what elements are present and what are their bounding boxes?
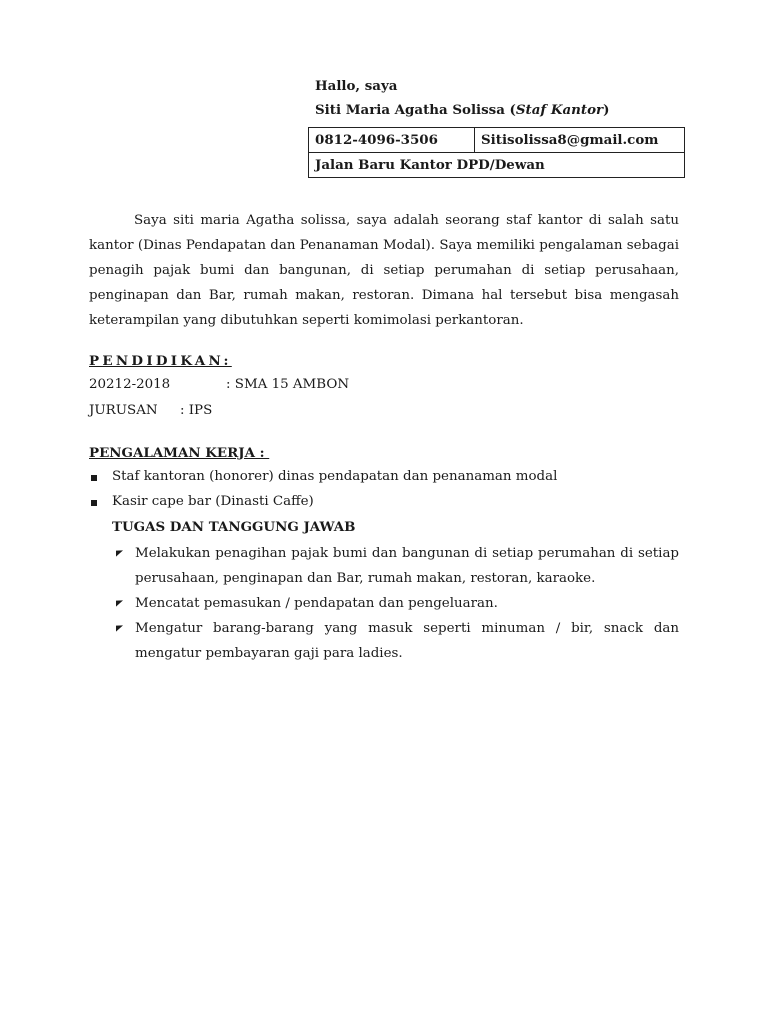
experience-item: Kasir cape bar (Dinasti Caffe)	[112, 494, 314, 509]
address-row	[309, 153, 685, 178]
duty-item: Mengatur barang-barang yang masuk seperti minuman / bir, snack dan mengatur pembayaran gaji para ladies.	[135, 621, 679, 661]
intro-paragraph: Saya siti maria Agatha solissa, saya adalah seorang staf kantor di salah satu kantor (Dinas Pendapatan dan Penanaman Modal). Saya memiliki pengalaman sebagai penagih pajak bumi dan bangunan, di setiap perumahan di setiap perusahaan, penginapan dan Bar, rumah makan, restoran. Dimana hal tersebut bisa mengasah keterampilan yang dibutuhkan seperti komimolasi perkantoran.	[89, 213, 679, 328]
name-line	[315, 102, 609, 118]
open-paren: (	[504, 102, 516, 118]
education-year: 20212-2018	[89, 377, 171, 392]
education-title: PENDIDIKAN:	[89, 353, 232, 369]
duty-item: Mencatat pemasukan / pendapatan dan pengeluaran.	[135, 596, 498, 611]
job-role: Staf Kantor	[515, 102, 604, 118]
experience-title: PENGALAMAN KERJA :	[89, 445, 270, 461]
duty-item: Melakukan penagihan pajak bumi dan bangunan di setiap perumahan di setiap perusahaan, penginapan dan Bar, rumah makan, restoran, karaoke.	[135, 546, 679, 586]
full-name: Siti Maria Agatha Solissa	[315, 102, 505, 118]
close-paren: )	[603, 102, 610, 118]
square-bullet-icon	[91, 475, 97, 481]
arrow-bullet-icon	[116, 547, 123, 556]
phone-number: 0812-4096-3506	[309, 128, 475, 153]
arrow-bullet-icon	[116, 597, 123, 606]
experience-item: Staf kantoran (honorer) dinas pendapatan dan penanaman modal	[112, 469, 558, 484]
greeting: Hallo, saya	[315, 78, 398, 94]
education-school-row	[89, 377, 170, 392]
arrow-bullet-icon	[116, 622, 123, 631]
contact-table	[308, 127, 685, 178]
square-bullet-icon	[91, 500, 97, 506]
education-school: : SMA 15 AMBON	[226, 377, 350, 392]
contact-row	[309, 128, 685, 153]
major-value: : IPS	[180, 403, 213, 418]
email-address: Sitisolissa8@gmail.com	[475, 128, 685, 153]
major-label: JURUSAN	[89, 403, 158, 418]
address: Jalan Baru Kantor DPD/Dewan	[309, 153, 685, 178]
duties-title: TUGAS DAN TANGGUNG JAWAB	[112, 519, 356, 535]
